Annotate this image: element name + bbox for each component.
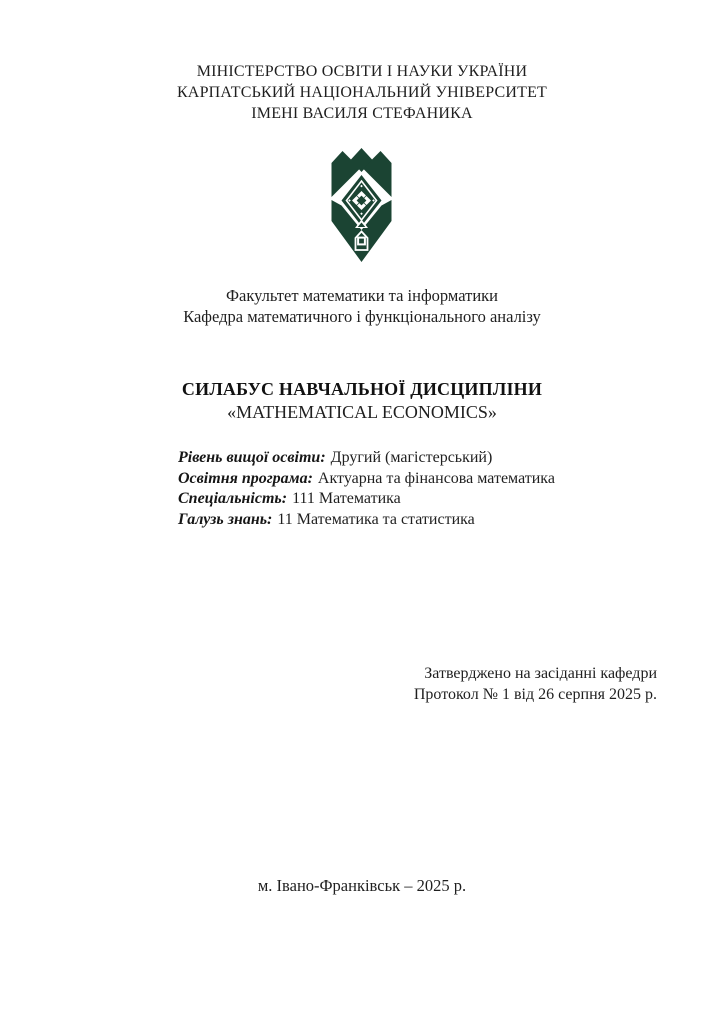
city-year-footer: м. Івано-Франківськ – 2025 р. (257, 876, 467, 895)
detail-label: Рівень вищої освіти: (178, 449, 326, 466)
faculty-line: Факультет математики та інформатики (226, 286, 498, 305)
course-title: «MATHEMATICAL ECONOMICS» (227, 402, 497, 422)
title-block (0, 378, 724, 424)
university-emblem-icon (331, 148, 392, 264)
university-header (0, 61, 724, 124)
detail-label: Галузь знань: (178, 510, 273, 528)
detail-value: Другий (магістерський) (330, 449, 493, 466)
page-title: СИЛАБУС НАВЧАЛЬНОЇ ДИСЦИПЛІНИ (181, 379, 543, 399)
chair-line: Кафедра математичного і функціонального аналізу (183, 307, 541, 326)
detail-row-level (178, 448, 555, 469)
detail-label: Спеціальність: (178, 490, 288, 507)
department-block (0, 285, 724, 327)
detail-value: Актуарна та фінансова математика (317, 469, 555, 487)
university-emblem-logo (331, 148, 392, 264)
course-details (178, 448, 555, 530)
detail-value: 111 Математика (292, 490, 401, 507)
detail-row-specialty (178, 489, 555, 510)
detail-row-program (178, 469, 555, 490)
detail-value: 11 Математика та статистика (277, 510, 475, 528)
approval-block (414, 663, 657, 705)
university-line: КАРПАТСЬКИЙ НАЦІОНАЛЬНИЙ УНІВЕРСИТЕТ (176, 84, 548, 101)
approval-line: Затверджено на засіданні кафедри (424, 665, 657, 682)
protocol-line: Протокол № 1 від 26 серпня 2025 р. (413, 686, 657, 703)
ministry-line: МІНІСТЕРСТВО ОСВІТИ І НАУКИ УКРАЇНИ (196, 63, 528, 80)
university-name-line: ІМЕНІ ВАСИЛЯ СТЕФАНИКА (251, 105, 473, 122)
detail-row-field (178, 510, 555, 531)
detail-label: Освітня програма: (178, 469, 313, 487)
